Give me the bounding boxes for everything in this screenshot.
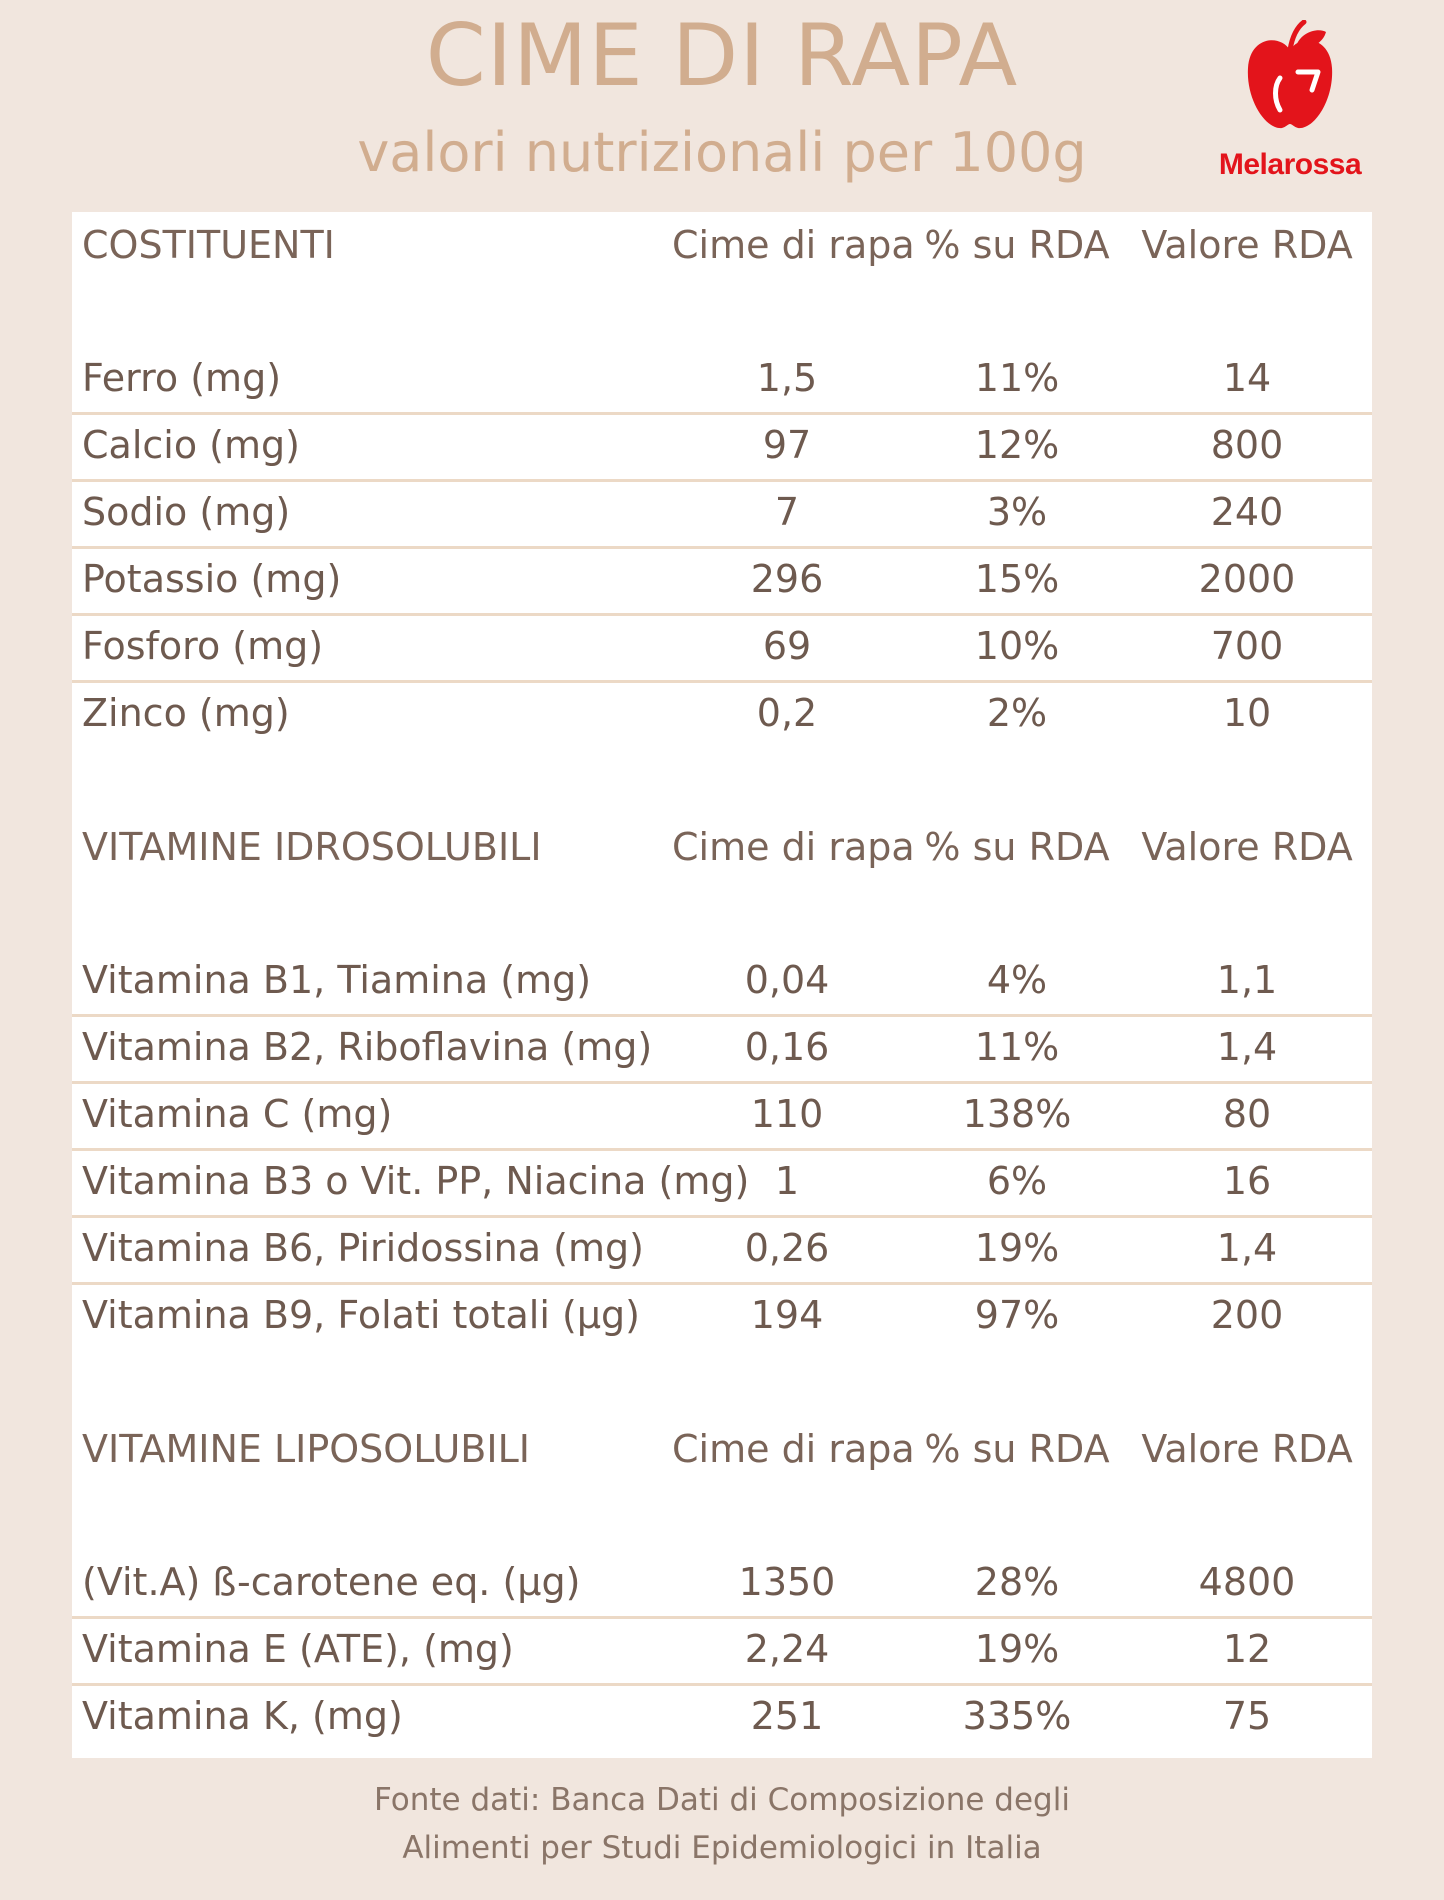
row-rda: 800 (1210, 423, 1284, 467)
row-value: 97 (762, 423, 812, 467)
row-percent: 4% (986, 958, 1048, 1002)
row-rda: 10 (1222, 691, 1272, 735)
row-value: 1,5 (756, 356, 818, 400)
row-label: Vitamina B1, Tiamina (mg) (82, 958, 592, 1002)
apple-icon (1240, 20, 1340, 140)
row-rda: 16 (1222, 1159, 1272, 1203)
table-row (72, 680, 1372, 747)
page-title: CIME DI RAPA (425, 6, 1019, 106)
table-row (72, 1549, 1372, 1619)
row-rda: 14 (1222, 356, 1272, 400)
row-label: Potassio (mg) (82, 557, 342, 601)
column-header-percent: % su RDA (924, 1427, 1110, 1471)
source-footer (0, 1776, 1444, 1872)
row-value: 2,24 (744, 1627, 830, 1671)
section-title: COSTITUENTI (82, 223, 335, 267)
row-percent: 6% (986, 1159, 1048, 1203)
table-row (72, 1014, 1372, 1084)
source-line-1: Fonte dati: Banca Dati di Composizione degli (374, 1782, 1070, 1818)
column-header-value: Cime di rapa (672, 223, 915, 267)
row-percent: 12% (974, 423, 1060, 467)
row-label: Vitamina E (ATE), (mg) (82, 1627, 514, 1671)
row-value: 0,26 (744, 1226, 830, 1270)
row-value: 7 (774, 490, 800, 534)
row-rda: 12 (1222, 1627, 1272, 1671)
table-row (72, 1282, 1372, 1349)
table-row (72, 546, 1372, 616)
row-rda: 700 (1210, 624, 1284, 668)
row-rda: 75 (1222, 1694, 1272, 1738)
row-rda: 240 (1210, 490, 1284, 534)
row-rda: 1,1 (1216, 958, 1278, 1002)
row-label: Vitamina C (mg) (82, 1092, 393, 1136)
row-percent: 11% (974, 1025, 1060, 1069)
section-title: VITAMINE LIPOSOLUBILI (82, 1427, 530, 1471)
row-rda: 1,4 (1216, 1025, 1278, 1069)
page-subtitle: valori nutrizionali per 100g (357, 121, 1087, 184)
section-header-liposolubili (72, 1416, 1372, 1483)
column-header-percent: % su RDA (924, 825, 1110, 869)
column-header-value: Cime di rapa (672, 825, 915, 869)
source-line-2: Alimenti per Studi Epidemiologici in Italia (402, 1830, 1042, 1866)
row-value: 0,16 (744, 1025, 830, 1069)
row-label: (Vit.A) ß-carotene eq. (µg) (82, 1560, 581, 1604)
row-rda: 80 (1222, 1092, 1272, 1136)
table-row (72, 1215, 1372, 1285)
brand-logo-text: Melarossa (1218, 148, 1362, 181)
row-value: 0,04 (744, 958, 830, 1002)
table-row (72, 613, 1372, 683)
brand-logo[interactable] (1210, 20, 1370, 190)
row-percent: 11% (974, 356, 1060, 400)
column-header-value: Cime di rapa (672, 1427, 915, 1471)
row-label: Ferro (mg) (82, 356, 282, 400)
row-label: Fosforo (mg) (82, 624, 324, 668)
table-row (72, 947, 1372, 1017)
row-percent: 10% (974, 624, 1060, 668)
table-row (72, 479, 1372, 549)
row-label: Sodio (mg) (82, 490, 291, 534)
row-label: Zinco (mg) (82, 691, 290, 735)
row-percent: 15% (974, 557, 1060, 601)
row-label: Vitamina B3 o Vit. PP, Niacina (mg) (82, 1159, 750, 1203)
row-percent: 19% (974, 1627, 1060, 1671)
row-rda: 4800 (1198, 1560, 1296, 1604)
row-label: Vitamina B9, Folati totali (µg) (82, 1293, 640, 1337)
row-percent: 3% (986, 490, 1048, 534)
table-row (72, 1148, 1372, 1218)
row-value: 251 (750, 1694, 824, 1738)
column-header-rda: Valore RDA (1141, 825, 1353, 869)
row-value: 0,2 (756, 691, 818, 735)
table-row (72, 1683, 1372, 1750)
row-value: 1350 (738, 1560, 836, 1604)
row-value: 69 (762, 624, 812, 668)
row-label: Vitamina B2, Riboflavina (mg) (82, 1025, 653, 1069)
row-percent: 28% (974, 1560, 1060, 1604)
row-label: Calcio (mg) (82, 423, 300, 467)
row-label: Vitamina B6, Piridossina (mg) (82, 1226, 644, 1270)
row-percent: 138% (962, 1092, 1072, 1136)
column-header-rda: Valore RDA (1141, 1427, 1353, 1471)
row-percent: 97% (974, 1293, 1060, 1337)
table-row (72, 1081, 1372, 1151)
row-label: Vitamina K, (mg) (82, 1694, 403, 1738)
section-title: VITAMINE IDROSOLUBILI (82, 825, 542, 869)
row-percent: 2% (986, 691, 1048, 735)
nutrition-table (72, 212, 1372, 1758)
row-rda: 2000 (1198, 557, 1296, 601)
table-row (72, 1616, 1372, 1686)
row-value: 110 (750, 1092, 824, 1136)
section-header-idrosolubili (72, 814, 1372, 881)
row-value: 296 (750, 557, 824, 601)
table-row (72, 345, 1372, 415)
row-rda: 200 (1210, 1293, 1284, 1337)
section-header-costituenti (72, 212, 1372, 279)
row-rda: 1,4 (1216, 1226, 1278, 1270)
row-value: 194 (750, 1293, 824, 1337)
row-percent: 335% (962, 1694, 1072, 1738)
table-row (72, 412, 1372, 482)
column-header-rda: Valore RDA (1141, 223, 1353, 267)
row-value: 1 (774, 1159, 800, 1203)
row-percent: 19% (974, 1226, 1060, 1270)
column-header-percent: % su RDA (924, 223, 1110, 267)
